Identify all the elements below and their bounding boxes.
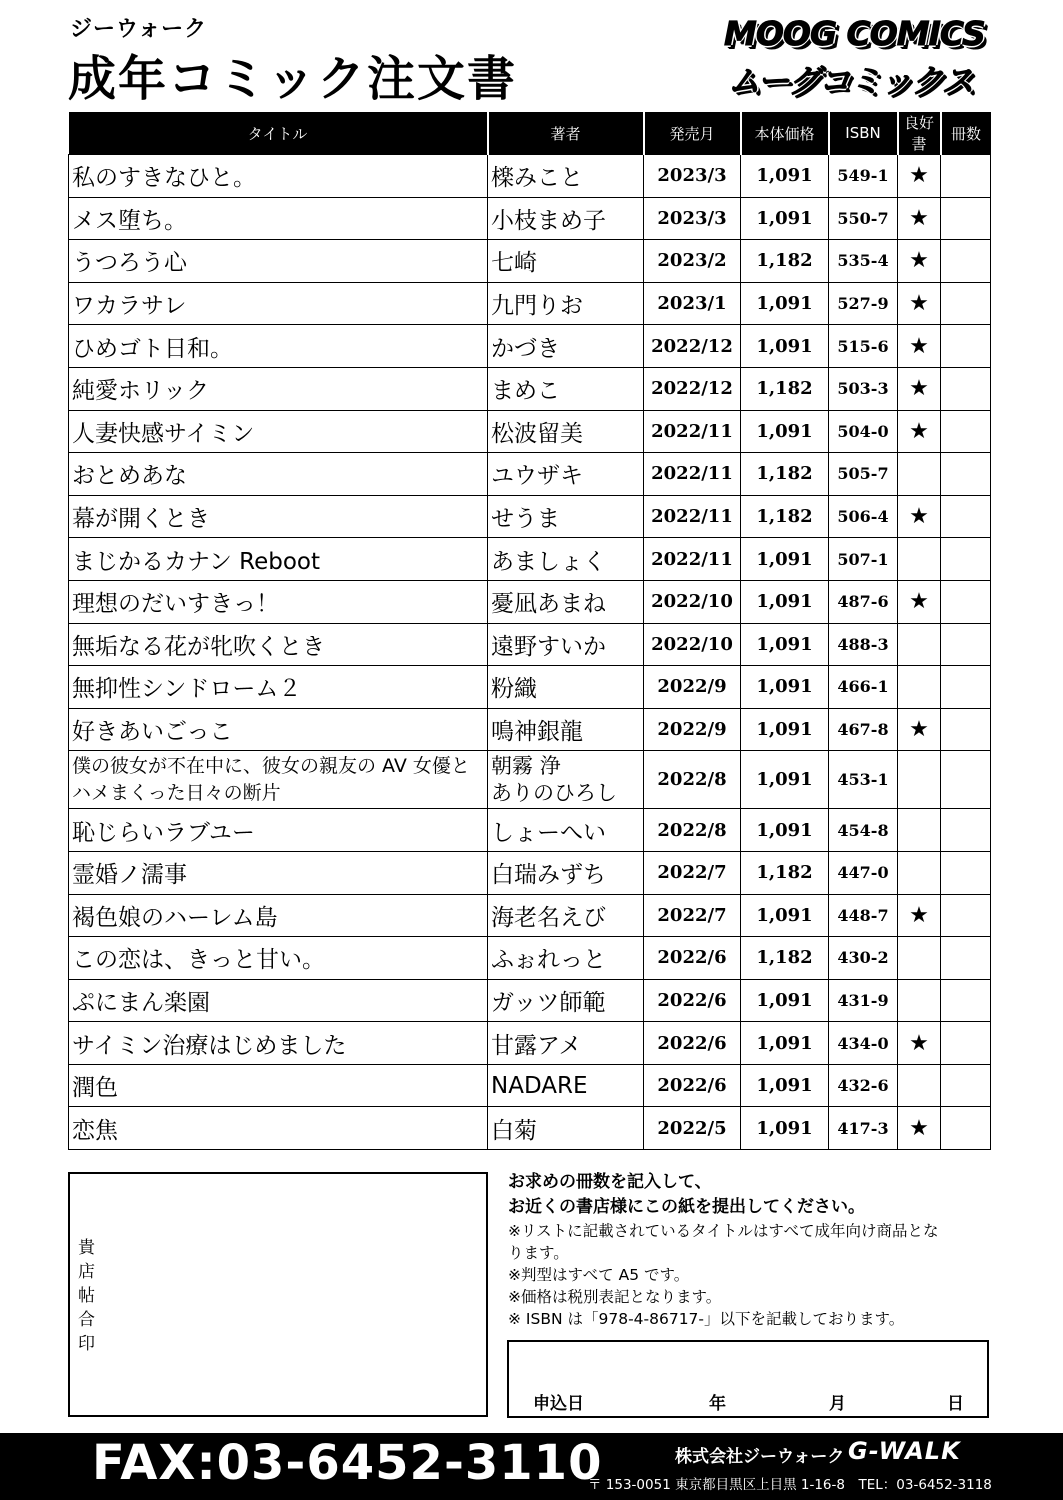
author-cell: 海老名えび [488, 894, 644, 937]
isbn-cell: 454-8 [829, 809, 898, 852]
price-cell: 1,182 [741, 495, 829, 538]
recommended-star-cell: ★ [898, 325, 941, 368]
order-table [68, 112, 991, 1150]
moog-comics-logo [720, 14, 995, 98]
logo-line-1: MOOG COMICS [724, 14, 985, 53]
isbn-cell: 430-2 [829, 937, 898, 980]
release-date-cell: 2022/9 [644, 666, 741, 709]
quantity-input-cell[interactable] [941, 894, 991, 937]
isbn-cell: 535-4 [829, 240, 898, 283]
isbn-cell: 431-9 [829, 979, 898, 1022]
month-label: 月 [829, 1394, 846, 1414]
price-cell: 1,091 [741, 580, 829, 623]
table-row [69, 1064, 991, 1107]
release-date-cell: 2022/8 [644, 751, 741, 809]
price-cell: 1,091 [741, 410, 829, 453]
release-date-cell: 2022/11 [644, 453, 741, 496]
price-cell: 1,091 [741, 1107, 829, 1150]
table-row [69, 751, 991, 809]
table-row [69, 1022, 991, 1065]
table-row [69, 453, 991, 496]
note-adult: ※リストに記載されているタイトルはすべて成年向け商品とな [508, 1222, 939, 1240]
table-header-row [69, 112, 991, 155]
recommended-star-cell: ★ [898, 155, 941, 198]
column-header-author: 著者 [488, 112, 644, 155]
author-cell: 粉織 [488, 666, 644, 709]
title-cell: ぷにまん楽園 [69, 979, 488, 1022]
release-date-cell: 2022/11 [644, 538, 741, 581]
release-date-cell: 2022/6 [644, 1064, 741, 1107]
table-row [69, 367, 991, 410]
price-cell: 1,091 [741, 325, 829, 368]
isbn-cell: 488-3 [829, 623, 898, 666]
recommended-star-cell: ★ [898, 240, 941, 283]
author-cell: ガッツ師範 [488, 979, 644, 1022]
author-cell: 九門りお [488, 282, 644, 325]
quantity-input-cell[interactable] [941, 155, 991, 198]
price-cell: 1,182 [741, 453, 829, 496]
isbn-cell: 447-0 [829, 851, 898, 894]
quantity-input-cell[interactable] [941, 809, 991, 852]
table-row [69, 495, 991, 538]
store-seal-label: 貴店帖合印 [78, 1238, 95, 1354]
company-address: 〒 153-0051 東京都目黒区上目黒 1-16-8 TEL：03-6452-3118 [588, 1477, 992, 1493]
recommended-star-cell: ★ [898, 197, 941, 240]
author-cell: 松波留美 [488, 410, 644, 453]
recommended-star-cell [898, 809, 941, 852]
quantity-input-cell[interactable] [941, 325, 991, 368]
release-date-cell: 2023/2 [644, 240, 741, 283]
price-cell: 1,182 [741, 937, 829, 980]
instruction-line-2: お近くの書店様にこの紙を提出してください。 [508, 1197, 865, 1217]
table-row [69, 155, 991, 198]
isbn-cell: 527-9 [829, 282, 898, 325]
release-date-cell: 2022/7 [644, 894, 741, 937]
quantity-input-cell[interactable] [941, 538, 991, 581]
quantity-input-cell[interactable] [941, 580, 991, 623]
price-cell: 1,182 [741, 367, 829, 410]
release-date-cell: 2022/5 [644, 1107, 741, 1150]
author-cell: ふぉれっと [488, 937, 644, 980]
author-cell: 檪みこと [488, 155, 644, 198]
column-header-recommended: 良好書 [898, 112, 941, 155]
recommended-star-cell [898, 751, 941, 809]
isbn-cell: 504-0 [829, 410, 898, 453]
isbn-cell: 448-7 [829, 894, 898, 937]
title-cell: 霊婚ノ濡事 [69, 851, 488, 894]
fax-number: FAX:03-6452-3110 [92, 1435, 603, 1491]
page-title: 成年コミック注文書 [68, 51, 518, 107]
year-label: 年 [709, 1394, 726, 1414]
recommended-star-cell [898, 1064, 941, 1107]
author-cell: 白瑞みずち [488, 851, 644, 894]
recommended-star-cell: ★ [898, 367, 941, 410]
quantity-input-cell[interactable] [941, 495, 991, 538]
company-name: 株式会社ジーウォーク [675, 1447, 845, 1467]
author-cell: 白菊 [488, 1107, 644, 1150]
price-cell: 1,182 [741, 851, 829, 894]
isbn-cell: 506-4 [829, 495, 898, 538]
release-date-cell: 2022/12 [644, 367, 741, 410]
title-cell: 褐色娘のハーレム島 [69, 894, 488, 937]
table-row [69, 282, 991, 325]
table-row [69, 894, 991, 937]
title-cell: ひめゴト日和。 [69, 325, 488, 368]
author-cell: まめこ [488, 367, 644, 410]
table-row [69, 937, 991, 980]
author-cell: かづき [488, 325, 644, 368]
isbn-cell: 466-1 [829, 666, 898, 709]
isbn-cell: 507-1 [829, 538, 898, 581]
title-cell: まじかるカナン Reboot [69, 538, 488, 581]
title-cell: 純愛ホリック [69, 367, 488, 410]
title-cell: この恋は、きっと甘い。 [69, 937, 488, 980]
price-cell: 1,091 [741, 197, 829, 240]
price-cell: 1,091 [741, 538, 829, 581]
title-cell: サイミン治療はじめました [69, 1022, 488, 1065]
recommended-star-cell: ★ [898, 580, 941, 623]
table-row [69, 538, 991, 581]
price-cell: 1,091 [741, 708, 829, 751]
release-date-cell: 2023/3 [644, 197, 741, 240]
release-date-cell: 2022/10 [644, 623, 741, 666]
release-date-cell: 2022/6 [644, 979, 741, 1022]
application-date-label: 申込日 [533, 1394, 584, 1414]
day-label: 日 [947, 1394, 964, 1414]
release-date-cell: 2022/6 [644, 937, 741, 980]
column-header-isbn: ISBN [829, 112, 898, 155]
author-cell: 朝霧 浄 ありのひろし [488, 751, 644, 809]
author-cell: NADARE [488, 1064, 644, 1107]
title-cell: 理想のだいすきっ！ [69, 580, 488, 623]
author-cell: 憂凪あまね [488, 580, 644, 623]
g-walk-logo: G-WALK [848, 1437, 961, 1465]
release-date-cell: 2022/11 [644, 495, 741, 538]
publisher-name: ジーウォーク [70, 17, 208, 42]
price-cell: 1,091 [741, 155, 829, 198]
table-row [69, 666, 991, 709]
author-cell: せうま [488, 495, 644, 538]
release-date-cell: 2022/11 [644, 410, 741, 453]
note-adult-cont: ります。 [508, 1244, 569, 1262]
price-cell: 1,091 [741, 751, 829, 809]
price-cell: 1,091 [741, 282, 829, 325]
quantity-input-cell[interactable] [941, 240, 991, 283]
recommended-star-cell: ★ [898, 1022, 941, 1065]
store-seal-box[interactable] [68, 1172, 488, 1417]
recommended-star-cell [898, 623, 941, 666]
note-price: ※価格は税別表記となります。 [508, 1288, 722, 1306]
column-header-quantity: 冊数 [941, 112, 991, 155]
table-row [69, 580, 991, 623]
quantity-input-cell[interactable] [941, 851, 991, 894]
recommended-star-cell [898, 851, 941, 894]
author-cell: ユウザキ [488, 453, 644, 496]
price-cell: 1,091 [741, 1022, 829, 1065]
price-cell: 1,091 [741, 894, 829, 937]
price-cell: 1,091 [741, 809, 829, 852]
title-cell: うつろう心 [69, 240, 488, 283]
recommended-star-cell: ★ [898, 495, 941, 538]
release-date-cell: 2022/7 [644, 851, 741, 894]
title-cell: 人妻快感サイミン [69, 410, 488, 453]
recommended-star-cell: ★ [898, 1107, 941, 1150]
quantity-input-cell[interactable] [941, 666, 991, 709]
recommended-star-cell [898, 538, 941, 581]
title-cell: 好きあいごっこ [69, 708, 488, 751]
title-cell: 恥じらいラブユー [69, 809, 488, 852]
author-cell: 甘露アメ [488, 1022, 644, 1065]
recommended-star-cell: ★ [898, 410, 941, 453]
logo-line-2: ムーグコミックス [728, 62, 973, 100]
isbn-cell: 550-7 [829, 197, 898, 240]
title-cell: 僕の彼女が不在中に、彼女の親友の AV 女優と ハメまくった日々の断片 [69, 751, 488, 809]
quantity-input-cell[interactable] [941, 979, 991, 1022]
column-header-price: 本体価格 [741, 112, 829, 155]
title-cell: 恋焦 [69, 1107, 488, 1150]
release-date-cell: 2022/6 [644, 1022, 741, 1065]
table-row [69, 1107, 991, 1150]
column-header-title: タイトル [69, 112, 488, 155]
quantity-input-cell[interactable] [941, 410, 991, 453]
recommended-star-cell: ★ [898, 708, 941, 751]
note-format: ※判型はすべて A5 です。 [508, 1266, 690, 1284]
footer-bar [0, 1433, 1063, 1500]
title-cell: おとめあな [69, 453, 488, 496]
price-cell: 1,091 [741, 666, 829, 709]
recommended-star-cell [898, 937, 941, 980]
isbn-cell: 487-6 [829, 580, 898, 623]
note-isbn: ※ ISBN は「978-4-86717-」以下を記載しております。 [508, 1310, 905, 1328]
quantity-input-cell[interactable] [941, 453, 991, 496]
title-cell: メス堕ち。 [69, 197, 488, 240]
isbn-cell: 453-1 [829, 751, 898, 809]
table-row [69, 325, 991, 368]
price-cell: 1,091 [741, 979, 829, 1022]
release-date-cell: 2023/1 [644, 282, 741, 325]
isbn-cell: 515-6 [829, 325, 898, 368]
recommended-star-cell [898, 453, 941, 496]
quantity-input-cell[interactable] [941, 197, 991, 240]
title-cell: 幕が開くとき [69, 495, 488, 538]
table-row [69, 410, 991, 453]
recommended-star-cell [898, 666, 941, 709]
table-row [69, 851, 991, 894]
quantity-input-cell[interactable] [941, 937, 991, 980]
recommended-star-cell: ★ [898, 282, 941, 325]
recommended-star-cell [898, 979, 941, 1022]
table-row [69, 623, 991, 666]
release-date-cell: 2023/3 [644, 155, 741, 198]
table-row [69, 708, 991, 751]
release-date-cell: 2022/9 [644, 708, 741, 751]
release-date-cell: 2022/12 [644, 325, 741, 368]
table-row [69, 809, 991, 852]
quantity-input-cell[interactable] [941, 623, 991, 666]
isbn-cell: 503-3 [829, 367, 898, 410]
quantity-input-cell[interactable] [941, 1064, 991, 1107]
title-cell: 私のすきなひと。 [69, 155, 488, 198]
title-cell: ワカラサレ [69, 282, 488, 325]
isbn-cell: 505-7 [829, 453, 898, 496]
column-header-date: 発売月 [644, 112, 741, 155]
title-cell: 無抑性シンドローム２ [69, 666, 488, 709]
isbn-cell: 549-1 [829, 155, 898, 198]
isbn-cell: 434-0 [829, 1022, 898, 1065]
title-cell: 無垢なる花が牝吹くとき [69, 623, 488, 666]
price-cell: 1,091 [741, 623, 829, 666]
title-cell: 潤色 [69, 1064, 488, 1107]
quantity-input-cell[interactable] [941, 708, 991, 751]
recommended-star-cell: ★ [898, 894, 941, 937]
quantity-input-cell[interactable] [941, 282, 991, 325]
isbn-cell: 417-3 [829, 1107, 898, 1150]
isbn-cell: 432-6 [829, 1064, 898, 1107]
author-cell: 鳴神銀龍 [488, 708, 644, 751]
author-cell: あましょく [488, 538, 644, 581]
table-row [69, 240, 991, 283]
release-date-cell: 2022/10 [644, 580, 741, 623]
instruction-line-1: お求めの冊数を記入して、 [508, 1172, 712, 1192]
application-date-box[interactable] [507, 1340, 989, 1418]
quantity-input-cell[interactable] [941, 751, 991, 809]
quantity-input-cell[interactable] [941, 1107, 991, 1150]
table-row [69, 979, 991, 1022]
author-cell: しょーへい [488, 809, 644, 852]
author-cell: 七崎 [488, 240, 644, 283]
quantity-input-cell[interactable] [941, 367, 991, 410]
release-date-cell: 2022/8 [644, 809, 741, 852]
author-cell: 遠野すいか [488, 623, 644, 666]
instructions [508, 1170, 993, 1330]
quantity-input-cell[interactable] [941, 1022, 991, 1065]
author-cell: 小枝まめ子 [488, 197, 644, 240]
price-cell: 1,182 [741, 240, 829, 283]
table-row [69, 197, 991, 240]
isbn-cell: 467-8 [829, 708, 898, 751]
price-cell: 1,091 [741, 1064, 829, 1107]
